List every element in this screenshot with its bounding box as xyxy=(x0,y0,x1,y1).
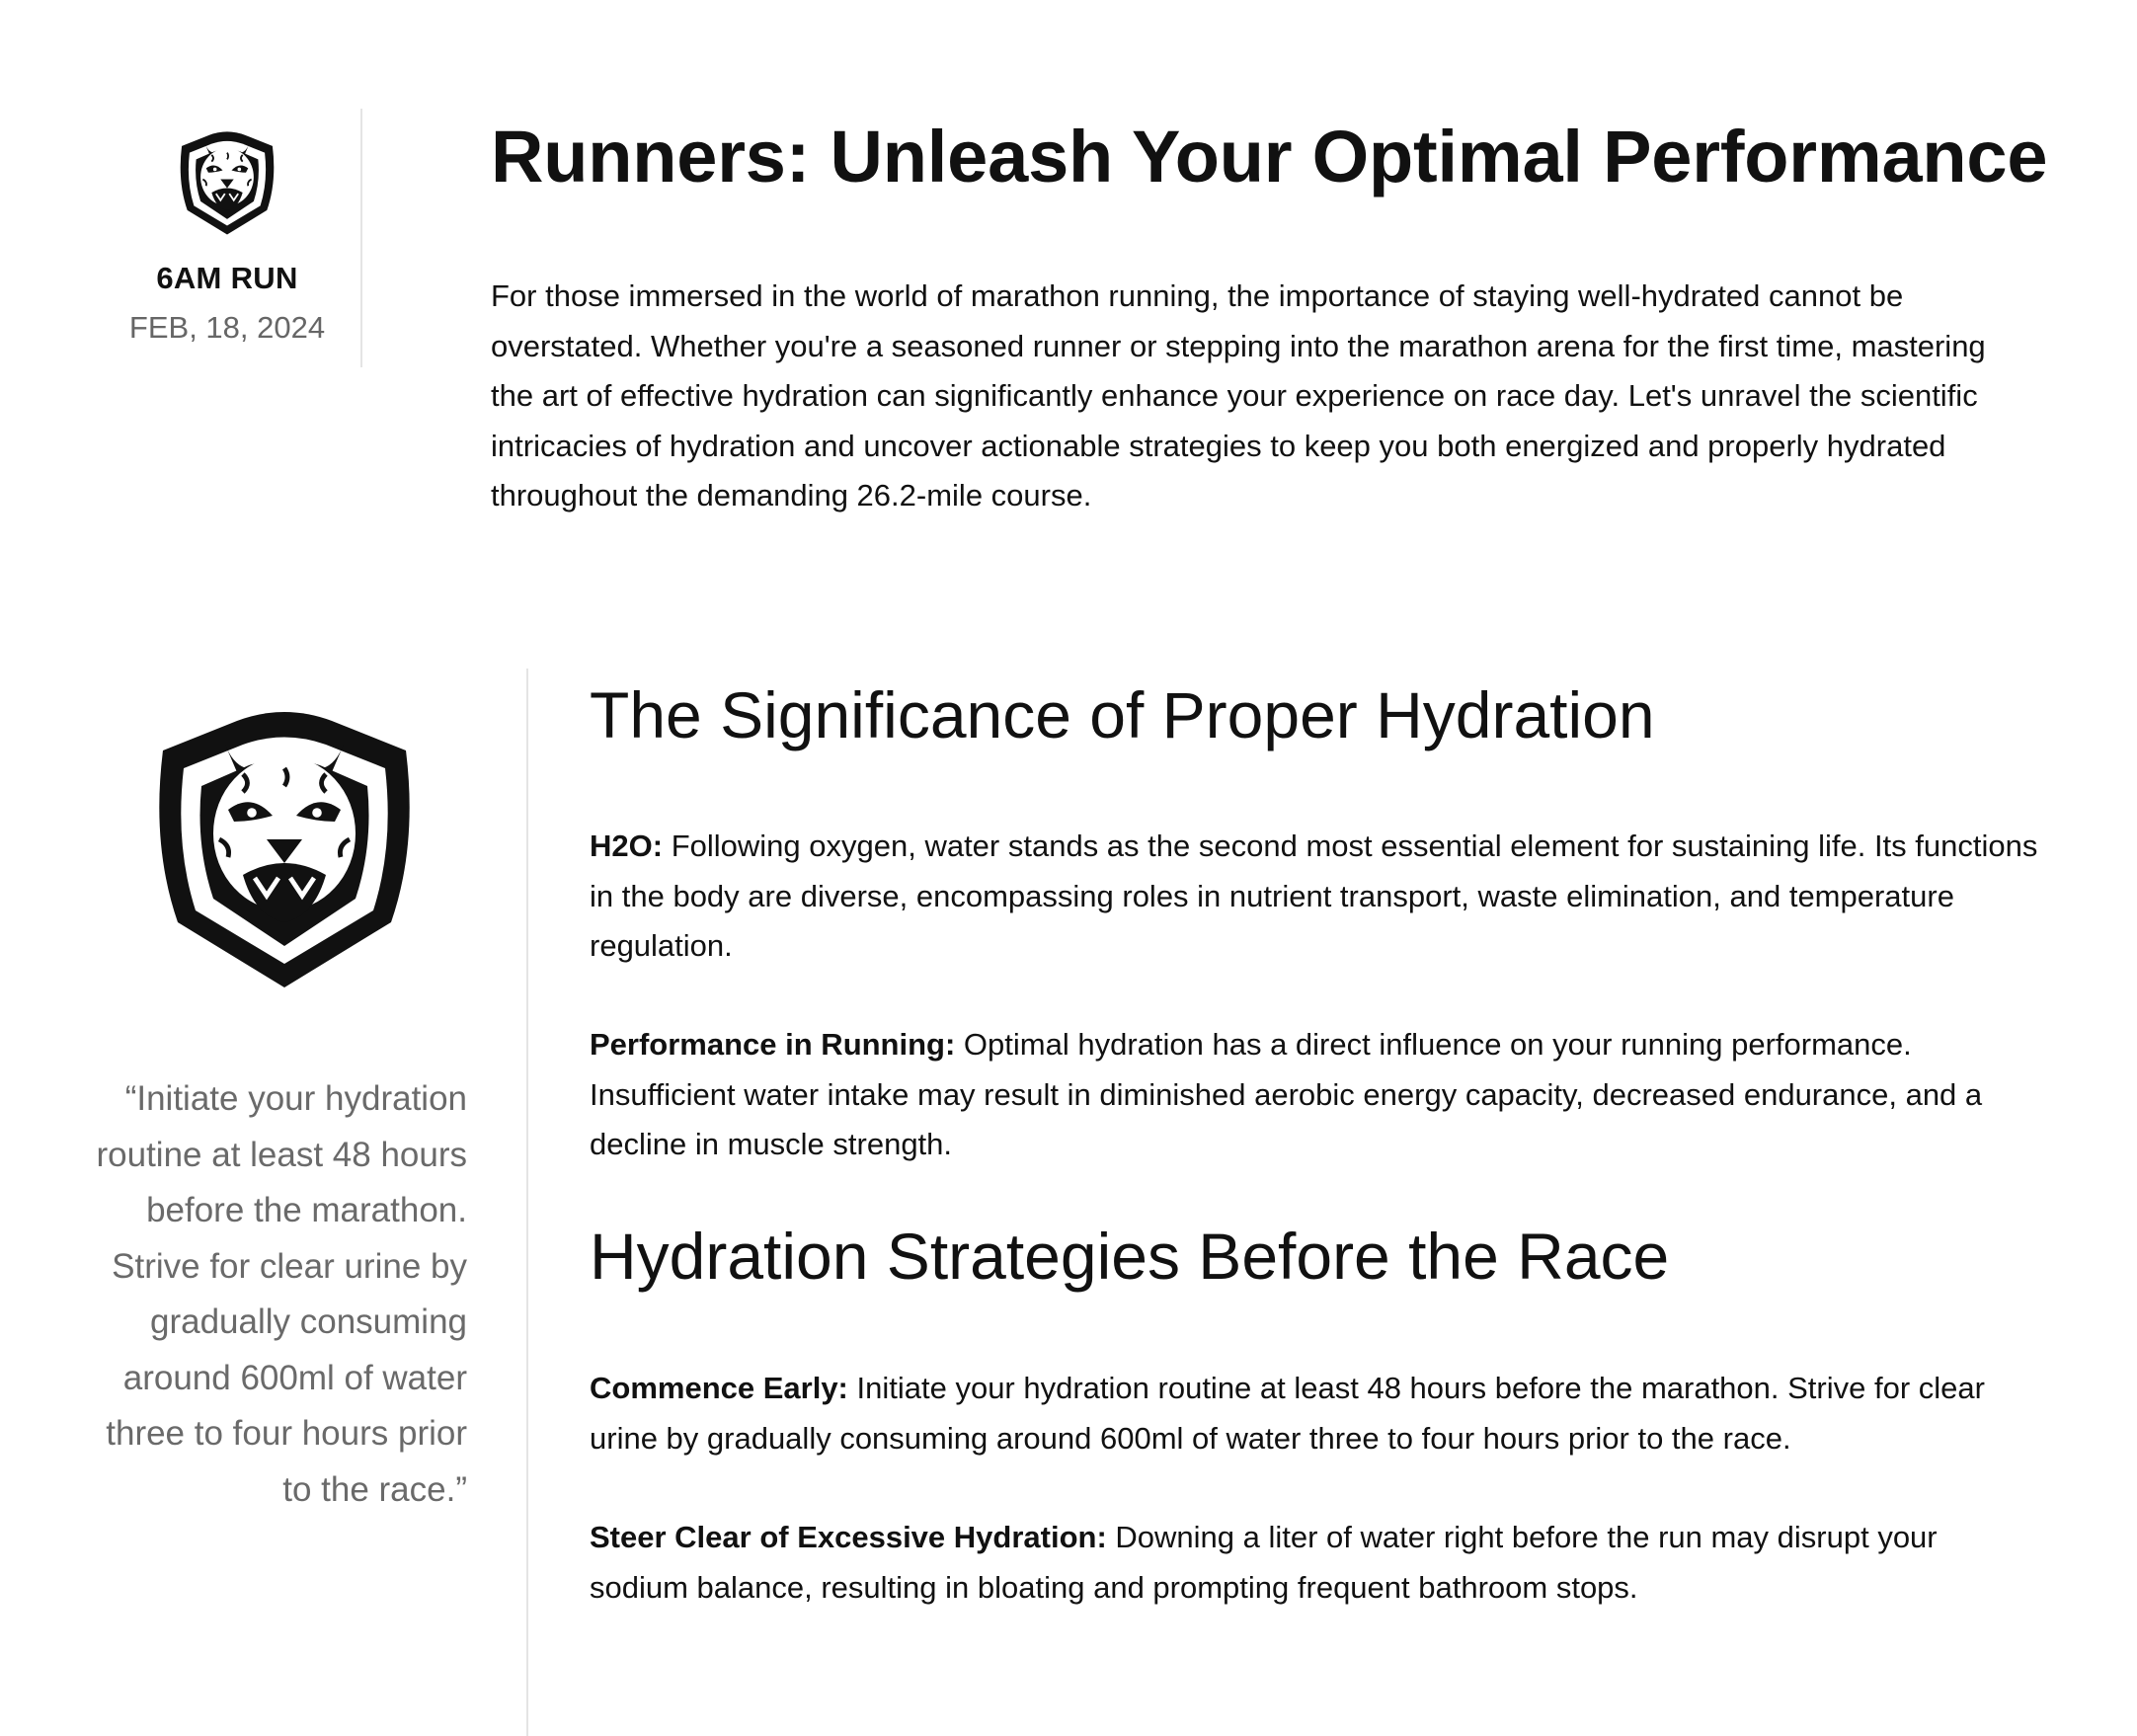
paragraph-label: H2O: xyxy=(590,829,664,863)
paragraph-commence-early xyxy=(590,1364,2041,1463)
author-meta xyxy=(89,109,365,346)
paragraph-performance xyxy=(590,1020,2041,1170)
section-heading-strategies: Hydration Strategies Before the Race xyxy=(590,1220,1670,1293)
author-name: 6AM RUN xyxy=(156,261,298,295)
paragraph-excessive-hydration xyxy=(590,1513,2041,1613)
body-divider xyxy=(526,669,528,1736)
paragraph-label: Commence Early: xyxy=(590,1371,848,1405)
header-divider xyxy=(360,109,362,367)
paragraph-h2o xyxy=(590,822,2041,972)
paragraph-text: Following oxygen, water stands as the second most essential element for sustaining life. Its functions in the body are diverse, encompassing roles in nutrient transport, waste elimination, and temperature regulation. xyxy=(590,829,2038,963)
paragraph-text: Downing a liter of water right before the run may disrupt your sodium balance, resulting in bloating and prompting frequent bathroom stops. xyxy=(590,1520,1938,1605)
paragraph-label: Steer Clear of Excessive Hydration: xyxy=(590,1520,1107,1554)
paragraph-text: Initiate your hydration routine at least 48 hours before the marathon. Strive for clear urine by gradually consuming around 600ml of water three to four hours prior to the race. xyxy=(590,1371,1985,1456)
leopard-logo-large-icon xyxy=(136,703,433,999)
section-heading-significance: The Significance of Proper Hydration xyxy=(590,678,1655,751)
intro-paragraph: For those immersed in the world of marathon running, the importance of staying well-hydrated cannot be overstated. Whether you're a seasoned runner or stepping into the marathon arena for the first time, mastering the art of effective hydration can significantly enhance your experience on race day. Let's unravel the scientific intricacies of hydration and uncover actionable strategies to keep you both energized and properly hydrated throughout the demanding 26.2-mile course. xyxy=(491,278,1986,513)
leopard-logo-icon xyxy=(172,128,282,239)
paragraph-text: Optimal hydration has a direct influence on your running performance. Insufficient water intake may result in diminished aerobic energy capacity, decreased endurance, and a decline in muscle strength. xyxy=(590,1027,1983,1161)
page-title: Runners: Unleash Your Optimal Performance xyxy=(491,116,2048,197)
pull-quote: “Initiate your hydration routine at least 48 hours before the marathon. Strive for clear urine by gradually consuming around 600ml of water three to four hours prior to the race.” xyxy=(96,1079,467,1509)
post-date: FEB, 18, 2024 xyxy=(128,310,326,345)
paragraph-label: Performance in Running: xyxy=(590,1027,956,1062)
